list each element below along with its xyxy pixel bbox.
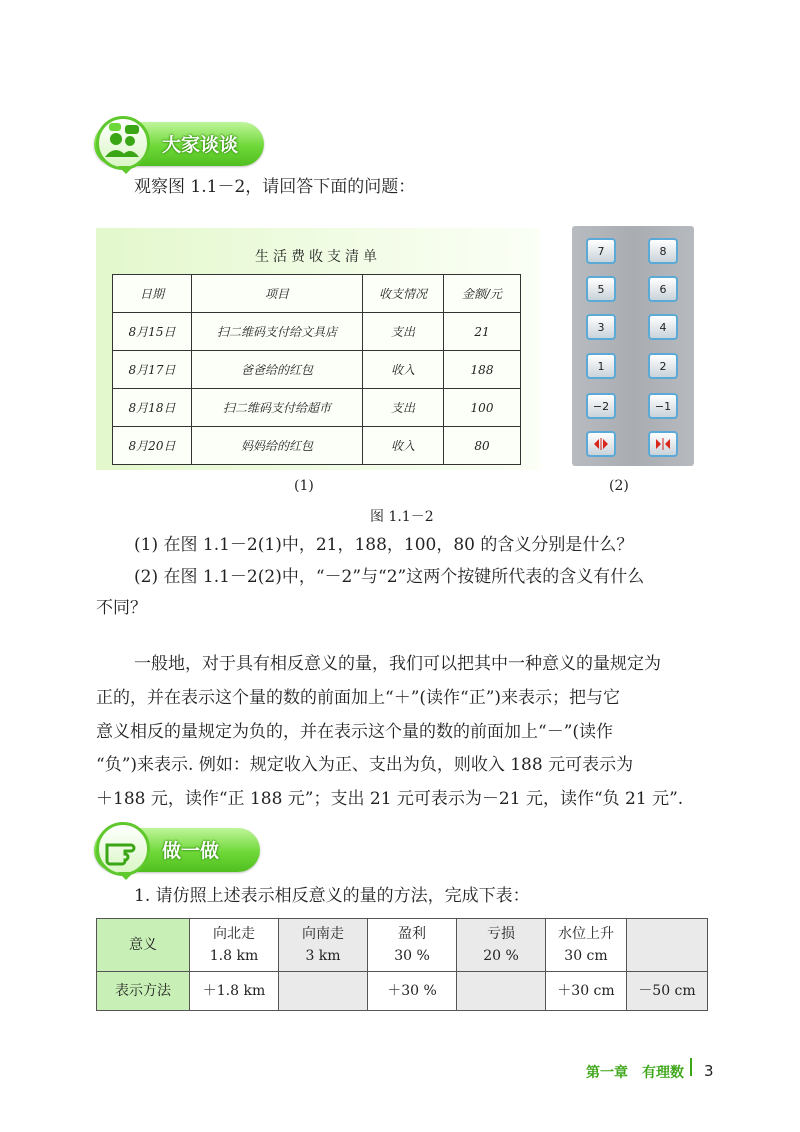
banner-pointer (118, 166, 134, 174)
cell-line: 亏损 (487, 926, 515, 942)
bill-cell: 80 (444, 427, 521, 465)
bill-row (113, 389, 521, 427)
elevator-keypad (572, 226, 694, 466)
collapse-arrows-icon[interactable] (648, 431, 678, 457)
table-cell (368, 919, 457, 972)
question-2-line-1: (2) 在图 1.1－2(2)中，“－2”与“2”这两个按键所代表的含义有什么 (134, 567, 645, 587)
bill-header: 收支情况 (363, 275, 444, 313)
key-1[interactable]: 1 (586, 353, 616, 379)
meaning-row (97, 919, 708, 972)
paragraph-line: 一般地，对于具有相反意义的量，我们可以把其中一种意义的量规定为 (134, 654, 661, 674)
table-cell (546, 919, 627, 972)
intro-text: 观察图 1.1－2，请回答下面的问题： (134, 177, 416, 197)
exercise-table (96, 918, 708, 1011)
bill-row (113, 313, 521, 351)
paragraph-line: “负”)来表示. 例如：规定收入为正、支出为负，则收入 188 元可表示为 (96, 755, 634, 775)
bill-cell: 21 (444, 313, 521, 351)
paragraph-line: 意义相反的量规定为负的，并在表示这个量的数的前面加上“－”(读作 (96, 722, 614, 742)
row-label-meaning: 意义 (97, 919, 190, 972)
bill-cell: 妈妈给的红包 (192, 427, 363, 465)
representation-row (97, 972, 708, 1011)
question-2-line-2: 不同？ (96, 598, 147, 618)
bill-row (113, 427, 521, 465)
section-title: 做一做 (162, 840, 220, 862)
cell-line: 盈利 (398, 926, 426, 942)
bill-cell: 100 (444, 389, 521, 427)
cell-line: 向南走 (302, 926, 344, 942)
bill-cell: 8月20日 (113, 427, 192, 465)
table-cell: ＋30 % (368, 972, 457, 1011)
table-cell-empty[interactable] (279, 972, 368, 1011)
page-number: 3 (704, 1062, 714, 1080)
key-7[interactable]: 7 (586, 238, 616, 264)
cell-line: 20 % (483, 948, 519, 964)
bill-cell: 8月17日 (113, 351, 192, 389)
table-cell: ＋30 cm (546, 972, 627, 1011)
key-4[interactable]: 4 (648, 314, 678, 340)
bill-header: 项目 (192, 275, 363, 313)
key-minus-2[interactable]: −2 (586, 393, 616, 419)
key-8[interactable]: 8 (648, 238, 678, 264)
table-cell (190, 919, 279, 972)
bill-cell: 扫二维码支付给文具店 (192, 313, 363, 351)
cell-line: 30 % (394, 948, 430, 964)
cell-line: 3 km (305, 948, 341, 964)
bill-cell: 支出 (363, 313, 444, 351)
bill-header: 金额/元 (444, 275, 521, 313)
question-1: (1) 在图 1.1－2(1)中，21，188，100，80 的含义分别是什么？ (134, 535, 634, 555)
key-minus-1[interactable]: −1 (648, 393, 678, 419)
expand-arrows-icon[interactable] (586, 431, 616, 457)
row-label-representation: 表示方法 (97, 972, 190, 1011)
cell-line: 水位上升 (558, 926, 614, 942)
section-title: 大家谈谈 (162, 134, 239, 156)
bill-cell: 8月18日 (113, 389, 192, 427)
figure-caption: 图 1.1－2 (370, 509, 434, 525)
table-cell: －50 cm (627, 972, 708, 1011)
cell-line: 30 cm (564, 948, 608, 964)
bill-cell: 8月15日 (113, 313, 192, 351)
footer-divider (690, 1058, 692, 1076)
table-cell (279, 919, 368, 972)
bill-title: 生活费收支清单 (255, 249, 381, 265)
bill-cell: 收入 (363, 427, 444, 465)
table-cell (457, 919, 546, 972)
table-cell-empty[interactable] (457, 972, 546, 1011)
paragraph-line: 正的，并在表示这个量的数的前面加上“＋”(读作“正”)来表示；把与它 (96, 688, 621, 708)
section-banner-discuss (94, 122, 264, 166)
expense-bill-figure (96, 228, 540, 470)
footer-title: 有理数 (642, 1065, 684, 1081)
cell-line: 向北走 (213, 926, 255, 942)
key-5[interactable]: 5 (586, 276, 616, 302)
bill-cell: 扫二维码支付给超市 (192, 389, 363, 427)
exercise-prompt: 1. 请仿照上述表示相反意义的量的方法，完成下表： (134, 886, 530, 906)
bill-cell: 爸爸给的红包 (192, 351, 363, 389)
bill-table (112, 274, 521, 465)
banner-pointer (118, 872, 134, 880)
paragraph-line: ＋188 元，读作“正 188 元”；支出 21 元可表示为－21 元，读作“负 21 元”. (96, 789, 684, 809)
bill-cell: 支出 (363, 389, 444, 427)
key-6[interactable]: 6 (648, 276, 678, 302)
key-2[interactable]: 2 (648, 353, 678, 379)
table-cell: ＋1.8 km (190, 972, 279, 1011)
section-banner-practice (94, 828, 260, 872)
bill-row (113, 351, 521, 389)
bill-header: 日期 (113, 275, 192, 313)
bill-header-row (113, 275, 521, 313)
table-cell-empty[interactable] (627, 919, 708, 972)
hand-pointing-icon (96, 822, 150, 876)
caption-right: (2) (609, 478, 629, 494)
people-chat-icon (96, 116, 150, 170)
key-3[interactable]: 3 (586, 314, 616, 340)
caption-left: (1) (294, 478, 314, 494)
cell-line: 1.8 km (209, 948, 259, 964)
footer-chapter: 第一章 (586, 1065, 628, 1081)
bill-cell: 收入 (363, 351, 444, 389)
bill-cell: 188 (444, 351, 521, 389)
